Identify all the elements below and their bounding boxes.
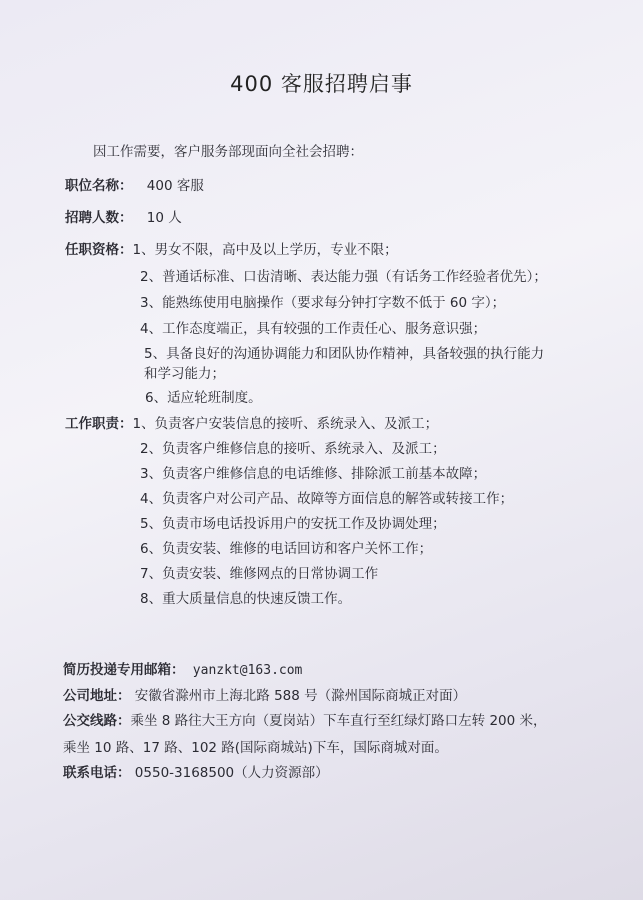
email-row — [63, 658, 302, 678]
list-item: 1、男女不限，高中及以上学历，专业不限； — [132, 242, 398, 258]
address-row — [63, 684, 466, 704]
list-item: 2、普通话标准、口齿清晰、表达能力强（有话务工作经验者优先）； — [140, 269, 547, 285]
address-value: 安徽省滁州市上海北路 588 号（滁州国际商城正对面） — [134, 688, 467, 704]
list-item: 4、工作态度端正，具有较强的工作责任心、服务意识强； — [140, 321, 487, 337]
position-row — [65, 174, 204, 194]
duties-row-1 — [65, 412, 438, 432]
position-label: 职位名称： — [65, 178, 133, 194]
address-label: 公司地址： — [63, 688, 131, 704]
list-item: 8、重大质量信息的快速反馈工作。 — [140, 591, 352, 607]
duties-label: 工作职责： — [65, 416, 133, 432]
phone-value: 0550-3168500（人力资源部） — [134, 765, 329, 781]
list-item: 和学习能力； — [144, 366, 225, 382]
bus-line-1: 乘坐 8 路往大王方向（夏岗站）下车直行至红绿灯路口左转 200 米， — [130, 713, 547, 729]
phone-label: 联系电话： — [63, 765, 131, 781]
email-value: yanzkt@163.com — [192, 663, 303, 678]
position-value: 400 客服 — [146, 178, 204, 194]
headcount-value: 10 人 — [146, 210, 182, 226]
bus-label: 公交线路： — [63, 713, 131, 729]
list-item: 4、负责客户对公司产品、故障等方面信息的解答或转接工作； — [140, 491, 514, 507]
list-item: 7、负责安装、维修网点的日常协调工作 — [140, 566, 379, 582]
bus-row — [63, 709, 547, 729]
phone-row — [63, 761, 329, 781]
list-item: 3、负责客户维修信息的电话维修、排除派工前基本故障； — [140, 466, 487, 482]
page-title: 400 客服招聘启事 — [230, 72, 413, 96]
list-item: 6、适应轮班制度。 — [145, 390, 262, 406]
bus-line-2: 乘坐 10 路、17 路、102 路(国际商城站)下车，国际商城对面。 — [63, 740, 448, 756]
list-item: 1、负责客户安装信息的接听、系统录入、及派工； — [132, 416, 439, 432]
list-item: 6、负责安装、维修的电话回访和客户关怀工作； — [140, 541, 433, 557]
headcount-row — [65, 206, 182, 226]
qualifications-row-1 — [65, 238, 398, 258]
list-item: 5、具备良好的沟通协调能力和团队协作精神，具备较强的执行能力 — [144, 346, 545, 362]
intro-text: 因工作需要，客户服务部现面向全社会招聘： — [93, 144, 363, 160]
list-item: 3、能熟练使用电脑操作（要求每分钟打字数不低于 60 字）； — [140, 295, 506, 311]
email-label: 简历投递专用邮箱： — [63, 662, 185, 678]
headcount-label: 招聘人数： — [65, 210, 133, 226]
list-item: 5、负责市场电话投诉用户的安抚工作及协调处理； — [140, 516, 446, 532]
qualifications-label: 任职资格： — [65, 242, 133, 258]
list-item: 2、负责客户维修信息的接听、系统录入、及派工； — [140, 441, 446, 457]
